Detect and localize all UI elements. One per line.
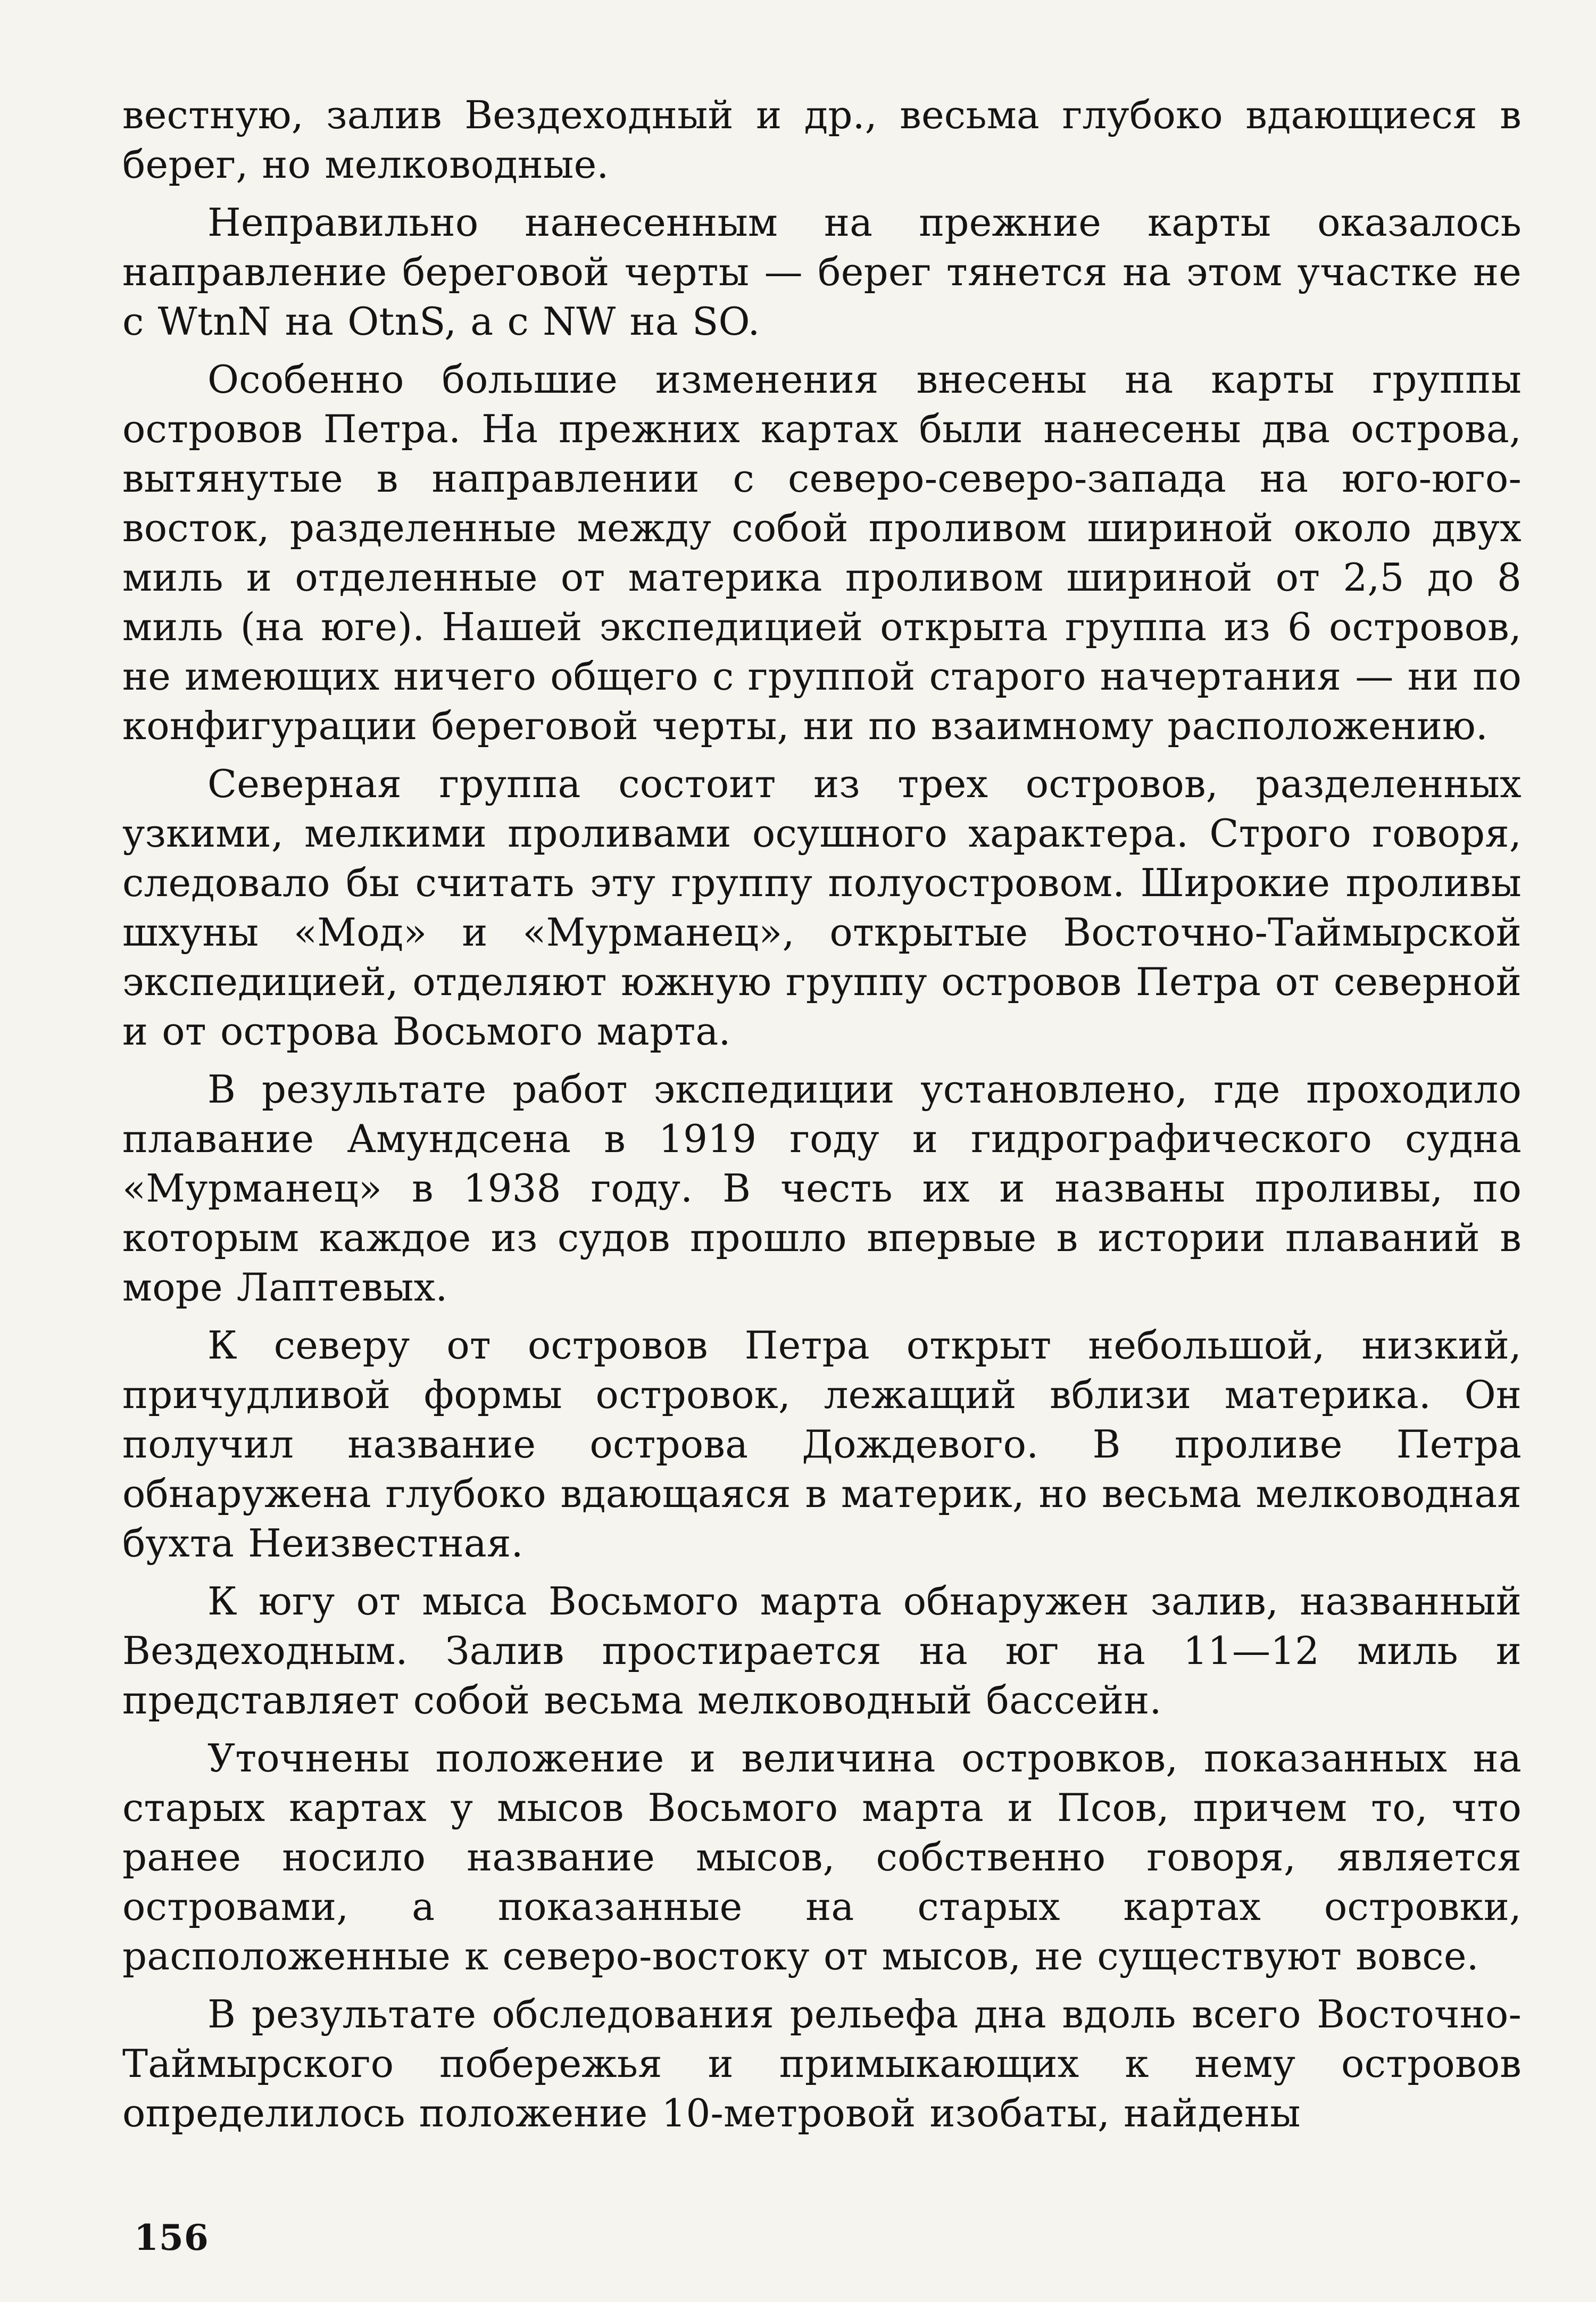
paragraph: К северу от островов Петра открыт небольшой, низкий, причудливой формы островок, лежащий вблизи материка. Он получил название острова Дождевого. В проливе Петра обнаружена глубоко вдающаяся в материк, но весьма мелководная бухта Неизвестная. [122,1323,1522,1566]
paragraph: Неправильно нанесенным на прежние карты оказалось направление береговой черты — берег тянется на этом участке не с WtnN на OtnS, а с NW на SO. [122,200,1522,344]
paragraph: Особенно большие изменения внесены на карты группы островов Петра. На прежних картах были нанесены два острова, вытянутые в направлении с северо-северо-запада на юго-юго-восток, разделенные между собой проливом шириной около двух миль и отделенные от материка проливом шириной от 2,5 до 8 миль (на юге). Нашей экспедицией открыта группа из 6 островов, не имеющих ничего общего с группой старого начертания — ни по конфигурации береговой черты, ни по взаимному расположению. [122,357,1522,748]
page-number: 156 [134,2217,209,2258]
paragraph: Уточнены положение и величина островков, показанных на старых картах у мысов Восьмого марта и Псов, причем то, что ранее носило название мысов, собственно говоря, является островами, а показанные на старых картах островки, расположенные к северо-востоку от мысов, не существуют вовсе. [122,1736,1522,1978]
paragraph-continuation: вестную, залив Вездеходный и др., весьма глубоко вдающиеся в берег, но мелководные. [122,93,1522,187]
paragraph: В результате обследования рельефа дна вдоль всего Восточно-Таймырского побережья и примыкающих к нему островов определилось положение 10-метровой изобаты, найдены [122,1992,1522,2135]
book-page [122,90,1522,2262]
paragraph: Северная группа состоит из трех островов, разделенных узкими, мелкими проливами осушного характера. Строго говоря, следовало бы считать эту группу полуостровом. Широкие проливы шхуны «Мод» и «Мурманец», открытые Восточно-Таймырской экспедицией, отделяют южную группу островов Петра от северной и от острова Восьмого марта. [122,761,1522,1054]
paragraph: К югу от мыса Восьмого марта обнаружен залив, названный Вездеходным. Залив простирается на юг на 11—12 миль и представляет собой весьма мелководный бассейн. [122,1579,1522,1723]
paragraph: В результате работ экспедиции установлено, где проходило плавание Амундсена в 1919 году и гидрографического судна «Мурманец» в 1938 году. В честь их и названы проливы, по которым каждое из судов прошло впервые в истории плаваний в море Лаптевых. [122,1067,1522,1310]
